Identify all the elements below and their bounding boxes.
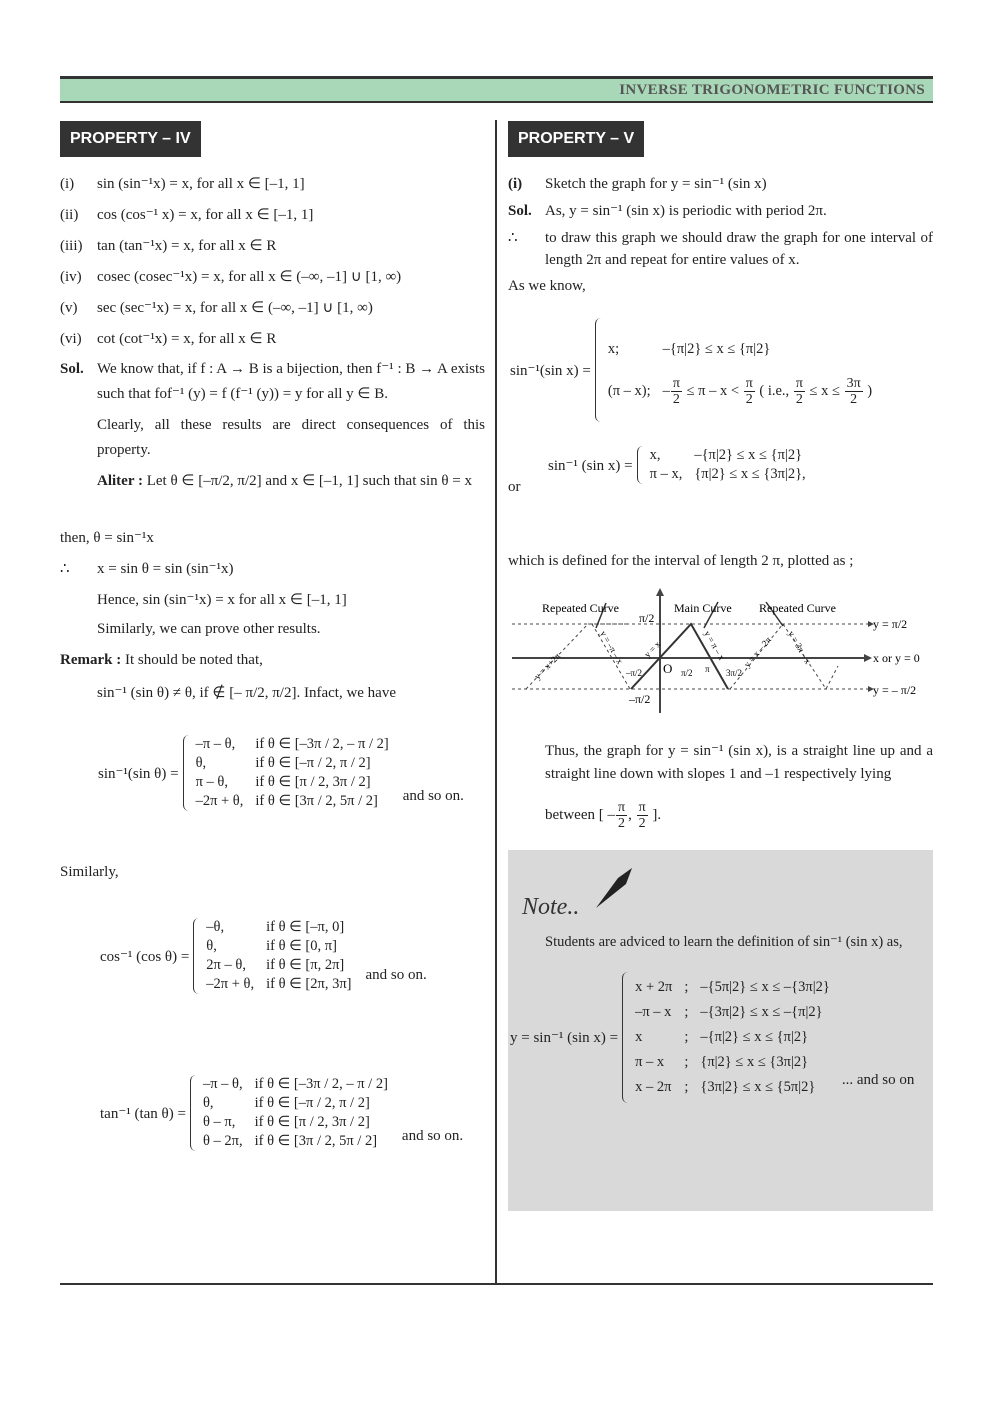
therefore-symbol: ∴ (60, 561, 70, 577)
piecewise-cell: if θ ∈ [π / 2, 3π / 2] (254, 1114, 370, 1130)
piecewise-cell: ; (684, 1054, 689, 1070)
piecewise-row (629, 1003, 836, 1022)
footer-rule (60, 1283, 933, 1285)
piecewise-cell: {3π|2} ≤ x ≤ {5π|2} (700, 1079, 816, 1095)
piecewise-cell: if θ ∈ [3π / 2, 5π / 2] (255, 793, 378, 809)
question-line (508, 174, 767, 193)
piecewise-cell: x + 2π (635, 979, 673, 995)
piecewise-row (190, 735, 395, 754)
piecewise-row (197, 1075, 394, 1094)
tick-label: –π/2 (626, 668, 643, 678)
sin-piecewise (98, 735, 464, 811)
piecewise-cell: x – 2π (635, 1079, 672, 1095)
hence-line: Hence, sin (sin⁻¹x) = x for all x ∈ [–1, 1] (97, 592, 347, 608)
property-item (60, 267, 401, 286)
note-title: Note.. (522, 894, 580, 920)
chapter-title: INVERSE TRIGONOMETRIC FUNCTIONS (619, 82, 925, 98)
piecewise-cell: x; (607, 340, 620, 357)
piecewise-cell: π – x (635, 1054, 665, 1070)
piecewise-cell: if θ ∈ [π, 2π] (266, 957, 345, 973)
piecewise-cell: if θ ∈ [2π, 3π] (266, 976, 352, 992)
line-label: y = –π – x (598, 629, 626, 666)
label-pi-over-2: π/2 (639, 611, 655, 625)
pw-lhs: sin⁻¹ (sin x) = (548, 457, 633, 474)
piecewise-cell: θ, (206, 938, 217, 954)
solution-paragraph (60, 357, 485, 407)
pw-tail: and so on. (401, 1128, 464, 1144)
line-label: y = x – 2π (741, 634, 774, 670)
piecewise-cell: π – θ, (195, 774, 228, 790)
piecewise-row (629, 978, 836, 997)
piecewise-row (629, 1078, 836, 1097)
piecewise-cell: –{π|2} ≤ x ≤ {π|2} (662, 340, 771, 357)
piecewise-cell: –{π|2} ≤ x ≤ {π|2} (694, 447, 803, 463)
remark-line (60, 652, 263, 669)
piecewise-row (200, 956, 357, 975)
piecewise-cell: – $\frac{\pi}{2}$ ≤ π – x < $\frac{\pi}{2}$ ( i.e., $\frac{\pi}{2}$ ≤ x ≤ $\frac{3\pi}{2}$ ) (662, 375, 873, 407)
piecewise-cell: if θ ∈ [0, π] (266, 938, 337, 954)
tick-label: π (705, 664, 710, 674)
note-text: Students are adviced to learn the definition of sin⁻¹ (sin x) as, (545, 934, 903, 950)
property-item (60, 205, 313, 224)
label-main-curve: Main Curve (674, 601, 732, 615)
property-item (60, 174, 305, 193)
pw-lhs: cos⁻¹ (cos θ) = (100, 948, 190, 965)
line-label: y = x+2π (532, 650, 563, 682)
note-piecewise (510, 972, 914, 1103)
item-text: tan (tan⁻¹x) = x, for all x ∈ R (97, 238, 277, 254)
piecewise-cell: if θ ∈ [π / 2, 3π / 2] (255, 774, 371, 790)
piecewise-row (644, 446, 812, 465)
therefore-line (60, 559, 234, 578)
piecewise-row (190, 754, 395, 773)
line-label: y = x (642, 639, 663, 660)
question-text: Sketch the graph for y = sin⁻¹ (sin x) (545, 176, 767, 192)
line-label: y = π – x (702, 629, 727, 662)
piecewise-cell: –{5π|2} ≤ x ≤ –{3π|2} (700, 979, 830, 995)
label-origin: O (663, 661, 673, 676)
piecewise-cell: –{3π|2} ≤ x ≤ –{π|2} (700, 1004, 823, 1020)
item-text: sin (sin⁻¹x) = x, for all x ∈ [–1, 1] (97, 176, 305, 192)
remark-text: It should be noted that, (124, 652, 263, 668)
item-text: cot (cot⁻¹x) = x, for all x ∈ R (97, 331, 277, 347)
piecewise-row (644, 465, 812, 484)
pw-tail: and so on. (402, 788, 464, 804)
tick-label: π/2 (681, 668, 693, 678)
piecewise-row (200, 937, 357, 956)
aliter-paragraph (97, 469, 485, 494)
piecewise-cell: (π – x); (607, 382, 651, 399)
column-divider (495, 120, 497, 1284)
label-minus-pi-over-2: –π/2 (629, 692, 651, 706)
piecewise-cell: –2π + θ, (195, 793, 244, 809)
aliter-text: Let θ ∈ [–π/2, π/2] and x ∈ [–1, 1] such that sin θ = x (146, 473, 473, 489)
pw-tail: ... and so on (841, 1072, 915, 1088)
sol-label: Sol. (60, 361, 84, 377)
pw-lhs: sin⁻¹(sin θ) = (98, 765, 179, 782)
property-v-heading: PROPERTY – V (508, 121, 644, 157)
piecewise-cell: {π|2} ≤ x ≤ {3π|2}, (694, 466, 806, 482)
label-repeated-left: Repeated Curve (542, 601, 619, 615)
property-item (60, 236, 276, 255)
chapter-header (60, 76, 933, 103)
which-line: which is defined for the interval of length 2 π, plotted as ; (508, 553, 854, 569)
piecewise-row (602, 370, 878, 412)
similarly-prove-line: Similarly, we can prove other results. (97, 621, 321, 637)
sol-text: As, y = sin⁻¹ (sin x) is periodic with period 2π. (545, 203, 827, 219)
piecewise-row (190, 792, 395, 811)
item-text: cosec (cosec⁻¹x) = x, for all x ∈ (–∞, –1] ∪ [1, ∞) (97, 269, 402, 285)
sin-inverse-sin-graph (508, 588, 933, 713)
piecewise-cell: 2π – θ, (206, 957, 246, 973)
pw-lhs: tan⁻¹ (tan θ) = (100, 1105, 186, 1122)
tick-label: 3π/2 (726, 668, 743, 678)
piecewise-cell: –π – θ, (202, 1076, 243, 1092)
item-number: (iii) (60, 238, 83, 254)
r-sol-line (508, 201, 827, 220)
therefore-text: to draw this graph we should draw the graph for one interval of length 2π and repeat for entire values of x. (545, 230, 933, 268)
piecewise-cell: θ, (195, 755, 207, 771)
r-therefore-paragraph (508, 227, 933, 271)
repeated-left-line-down (592, 624, 630, 689)
piecewise-cell: ; (684, 1004, 689, 1020)
property-item (60, 329, 276, 348)
between-interval: [ – $\frac{\pi}{2}$ , $\frac{\pi}{2}$ ]. (598, 800, 662, 831)
piecewise-cell: if θ ∈ [–π / 2, π / 2] (254, 1095, 370, 1111)
piecewise-cell: if θ ∈ [–3π / 2, – π / 2] (254, 1076, 388, 1092)
piecewise-cell: –θ, (206, 919, 225, 935)
piecewise-row (197, 1094, 394, 1113)
piecewise-cell: if θ ∈ [–π / 2, π / 2] (255, 755, 371, 771)
piecewise-cell: if θ ∈ [3π / 2, 5π / 2] (254, 1133, 378, 1149)
cos-piecewise (100, 918, 427, 994)
piecewise-cell: θ, (202, 1095, 214, 1111)
piecewise-cell: ; (684, 1079, 689, 1095)
piecewise-row (197, 1113, 394, 1132)
similarly-label: Similarly, (60, 864, 119, 880)
item-number: (v) (60, 300, 78, 316)
item-number: (iv) (60, 269, 82, 285)
piecewise-cell: θ – 2π, (202, 1133, 243, 1149)
sol-text: We know that, if f : A → B is a bijection, then f⁻¹ : B → A exists such that fof⁻¹ (y) = f (f⁻¹ (y)) = y for all y ∈ B. (97, 361, 485, 402)
piecewise-cell: if θ ∈ [–3π / 2, – π / 2] (255, 736, 389, 752)
pen-icon (588, 864, 638, 914)
piecewise-row (190, 773, 395, 792)
tan-piecewise (100, 1075, 463, 1151)
therefore-symbol: ∴ (508, 230, 518, 246)
piecewise-cell: x, (649, 447, 661, 463)
item-number: (i) (60, 176, 75, 192)
piecewise-cell: –{π|2} ≤ x ≤ {π|2} (700, 1029, 809, 1045)
remark-equation: sin⁻¹ (sin θ) ≠ θ, if ∉ [– π/2, π/2]. Infact, we have (97, 685, 396, 701)
piecewise-cell: θ – π, (202, 1114, 236, 1130)
note-box (508, 850, 933, 1211)
piecewise-row (629, 1053, 836, 1072)
piecewise-cell: if θ ∈ [–π, 0] (266, 919, 345, 935)
label-y-bottom: y = – π/2 (873, 683, 917, 697)
thus-paragraph: Thus, the graph for y = sin⁻¹ (sin x), is a straight line up and a straight line down with slopes 1 and –1 respectively lying (545, 743, 933, 782)
pw-tail: and so on. (365, 967, 427, 983)
label-repeated-right: Repeated Curve (759, 601, 836, 615)
or-label: or (508, 479, 521, 495)
pw-lhs: y = sin⁻¹ (sin x) = (510, 1030, 619, 1046)
item-text: sec (sec⁻¹x) = x, for all x ∈ (–∞, –1] ∪ [1, ∞) (97, 300, 373, 316)
piecewise-cell: ; (684, 1029, 689, 1045)
item-number: (vi) (60, 331, 82, 347)
between-label: between (545, 806, 595, 823)
piecewise-row (200, 918, 357, 937)
between-line (545, 800, 661, 831)
piecewise-row (197, 1132, 394, 1151)
piecewise-cell: x (635, 1029, 643, 1045)
line-label: y = 3π – x (786, 629, 814, 666)
piecewise-row (629, 1028, 836, 1047)
piecewise-cell: –π – x (635, 1004, 672, 1020)
aliter-label: Aliter : (97, 473, 143, 489)
sin-sin-piecewise-1 (510, 318, 878, 422)
piecewise-cell: –2π + θ, (206, 976, 255, 992)
pw-lhs: sin⁻¹(sin x) = (510, 362, 591, 379)
then-line: then, θ = sin⁻¹x (60, 530, 154, 546)
label-x-axis: x or y = 0 (873, 651, 920, 665)
clearly-paragraph: Clearly, all these results are direct consequences of this property. (97, 417, 485, 458)
question-number: (i) (508, 176, 523, 192)
property-iv-heading: PROPERTY – IV (60, 121, 201, 157)
piecewise-cell: –π – θ, (195, 736, 236, 752)
piecewise-cell: {π|2} ≤ x ≤ {3π|2} (700, 1054, 809, 1070)
piecewise-cell: ; (684, 979, 689, 995)
sol-label: Sol. (508, 203, 532, 219)
item-text: cos (cos⁻¹ x) = x, for all x ∈ [–1, 1] (97, 207, 314, 223)
piecewise-cell: π – x, (649, 466, 683, 482)
piecewise-row (602, 328, 878, 370)
sin-sin-piecewise-2 (548, 446, 812, 484)
item-number: (ii) (60, 207, 79, 223)
property-item (60, 298, 373, 317)
label-y-top: y = π/2 (873, 617, 908, 631)
remark-label: Remark : (60, 652, 122, 668)
as-we-know: As we know, (508, 278, 586, 294)
piecewise-row (200, 975, 357, 994)
therefore-text: x = sin θ = sin (sin⁻¹x) (97, 561, 234, 577)
